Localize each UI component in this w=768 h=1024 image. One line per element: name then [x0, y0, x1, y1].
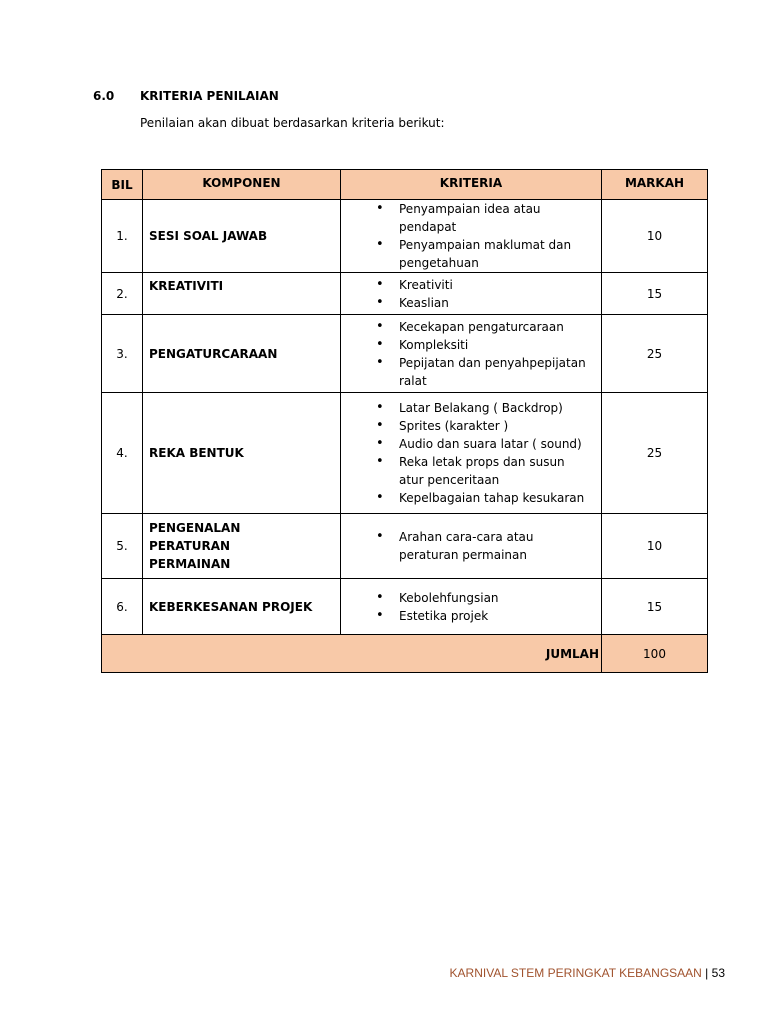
- criteria-item: • Estetika projek: [399, 607, 595, 625]
- criteria-list: [347, 399, 595, 507]
- row-kriteria: [341, 200, 602, 273]
- row-komponen: KEBERKESANAN PROJEK: [143, 579, 341, 635]
- criteria-item: • Reka letak props dan susun atur penceritaan: [399, 453, 595, 489]
- table-row: [102, 393, 708, 514]
- table-row: [102, 200, 708, 273]
- criteria-item: • Kreativiti: [399, 276, 595, 294]
- total-value: 100: [602, 635, 708, 673]
- criteria-table: [101, 169, 708, 673]
- criteria-item: • Penyampaian maklumat dan pengetahuan: [399, 236, 595, 272]
- criteria-item: • Arahan cara-cara atau peraturan permainan: [399, 528, 595, 564]
- header-komponen: KOMPONEN: [143, 170, 341, 200]
- criteria-item: • Kompleksiti: [399, 336, 595, 354]
- criteria-item: • Penyampaian idea atau pendapat: [399, 200, 595, 236]
- row-markah: 15: [602, 273, 708, 315]
- row-bil: 2.: [102, 273, 143, 315]
- row-kriteria: [341, 273, 602, 315]
- row-kriteria: [341, 514, 602, 579]
- criteria-item: • Kebolehfungsian: [399, 589, 595, 607]
- table-header-row: [102, 170, 708, 200]
- criteria-list: [347, 318, 595, 390]
- row-kriteria: [341, 315, 602, 393]
- row-komponen: PENGENALAN PERATURAN PERMAINAN: [143, 514, 341, 579]
- page-number: 53: [711, 966, 725, 980]
- row-markah: 25: [602, 393, 708, 514]
- row-markah: 10: [602, 200, 708, 273]
- row-bil: 3.: [102, 315, 143, 393]
- header-markah: MARKAH: [602, 170, 708, 200]
- total-label: JUMLAH: [102, 635, 602, 673]
- row-komponen: PENGATURCARAAN: [143, 315, 341, 393]
- footer-org: KARNIVAL STEM PERINGKAT KEBANGSAAN: [449, 966, 702, 980]
- row-komponen: REKA BENTUK: [143, 393, 341, 514]
- criteria-item: • Pepijatan dan penyahpepijatan ralat: [399, 354, 595, 390]
- row-bil: 6.: [102, 579, 143, 635]
- table-row: [102, 579, 708, 635]
- criteria-list: [347, 528, 595, 564]
- table-row: [102, 315, 708, 393]
- row-markah: 10: [602, 514, 708, 579]
- section-intro: Penilaian akan dibuat berdasarkan kriteria berikut:: [140, 116, 445, 130]
- criteria-item: • Keaslian: [399, 294, 595, 312]
- row-komponen: SESI SOAL JAWAB: [143, 200, 341, 273]
- criteria-item: • Latar Belakang ( Backdrop): [399, 399, 595, 417]
- table-row: [102, 514, 708, 579]
- criteria-list: [347, 589, 595, 625]
- criteria-item: • Sprites (karakter ): [399, 417, 595, 435]
- section-number: 6.0: [93, 89, 115, 103]
- header-bil: BIL: [102, 170, 143, 200]
- row-bil: 4.: [102, 393, 143, 514]
- row-kriteria: [341, 393, 602, 514]
- table-row: [102, 273, 708, 315]
- row-komponen: KREATIVITI: [143, 273, 341, 315]
- page-footer: [450, 966, 725, 980]
- row-markah: 15: [602, 579, 708, 635]
- row-markah: 25: [602, 315, 708, 393]
- footer-separator: |: [701, 966, 712, 980]
- row-bil: 5.: [102, 514, 143, 579]
- criteria-item: • Audio dan suara latar ( sound): [399, 435, 595, 453]
- header-kriteria: KRITERIA: [341, 170, 602, 200]
- criteria-list: [347, 276, 595, 312]
- section-title: KRITERIA PENILAIAN: [140, 89, 279, 103]
- criteria-item: • Kepelbagaian tahap kesukaran: [399, 489, 595, 507]
- criteria-list: [347, 200, 595, 272]
- row-kriteria: [341, 579, 602, 635]
- row-bil: 1.: [102, 200, 143, 273]
- total-row: [102, 635, 708, 673]
- criteria-item: • Kecekapan pengaturcaraan: [399, 318, 595, 336]
